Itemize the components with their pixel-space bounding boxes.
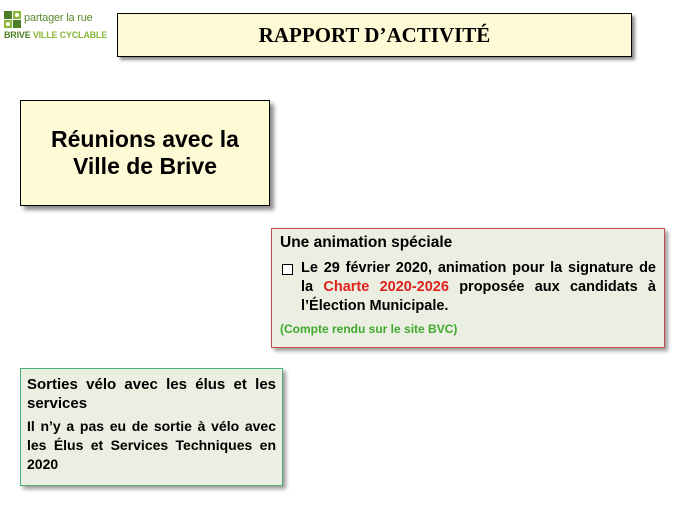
logo-text-line1: partager la rue: [24, 12, 93, 24]
checkbox-bullet-icon: [282, 264, 293, 275]
animation-note: (Compte rendu sur le site BVC): [280, 322, 458, 336]
charte-highlight: Charte 2020-2026: [323, 279, 449, 295]
animation-title: Une animation spéciale: [280, 234, 453, 251]
animation-text: [301, 259, 656, 316]
logo: [4, 10, 108, 44]
logo-text-ville-cyclable: VILLE CYCLABLE: [32, 30, 108, 40]
reunions-heading: Réunions avec la Ville de Brive: [20, 100, 270, 206]
logo-text-line2: [4, 30, 107, 40]
logo-text-brive: BRIVE: [4, 30, 31, 40]
sorties-title: Sorties vélo avec les élus et les services: [27, 376, 276, 412]
page-title: RAPPORT D’ACTIVITÉ: [117, 13, 632, 57]
animation-text-end: proposée aux candidats à l’Élection Municipale.: [301, 279, 656, 314]
animation-text-start: Le 29 février 2020, animation pour la signature de la: [301, 260, 656, 295]
logo-icon: [4, 11, 22, 29]
animation-bullet: [280, 259, 656, 316]
animation-panel: [271, 228, 665, 348]
sorties-text: Il n’y a pas eu de sortie à vélo avec les Élus et Services Techniques en 2020: [27, 418, 276, 472]
sorties-panel: [20, 368, 283, 486]
